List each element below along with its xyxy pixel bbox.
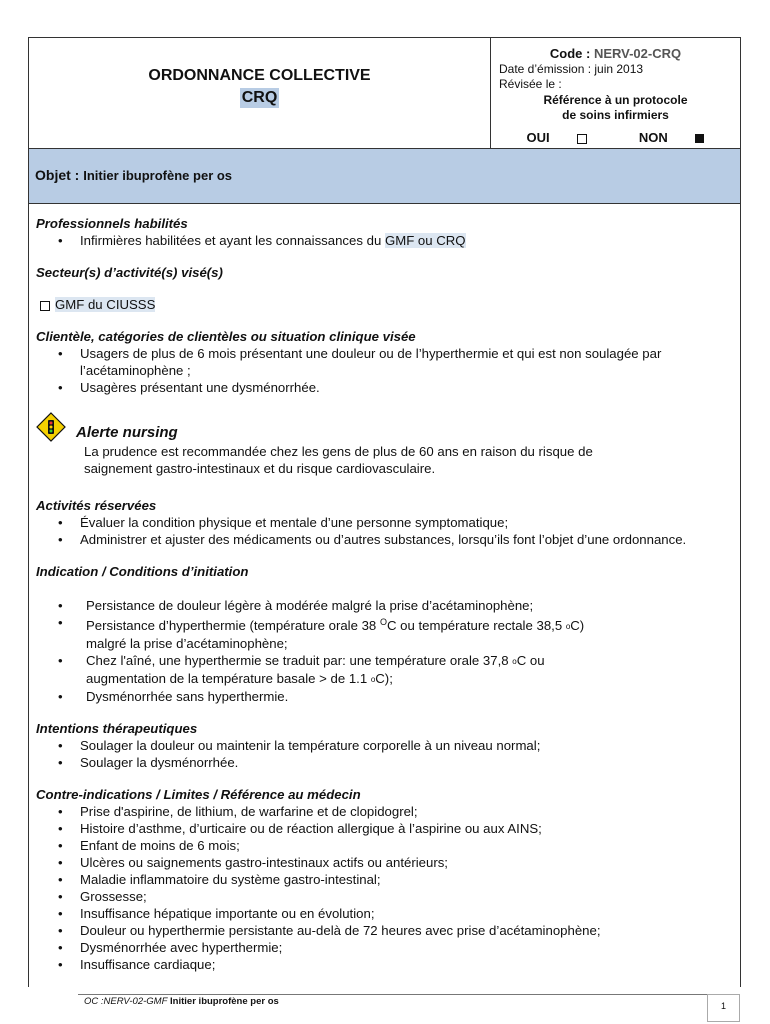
reference-protocole: [491, 93, 740, 123]
list-item-text: C): [570, 618, 585, 633]
list-item: • Usagères présentant une dysménorrhée.: [36, 379, 736, 396]
date-emission: Date d’émission : juin 2013: [499, 62, 644, 76]
oui-option: [515, 130, 600, 145]
list-item: • Administrer et ajuster des médicaments ou d’autres substances, lorsqu’ils font l’objet d’une ordonnance.: [36, 531, 736, 548]
alerte-title: Alerte nursing: [76, 424, 178, 441]
secteur-item-text: GMF du CIUSSS: [55, 297, 156, 312]
non-checkbox-filled: [695, 134, 704, 143]
oui-checkbox-empty: [577, 134, 587, 144]
header-title-cell: [29, 38, 491, 148]
section-clientele-title: Clientèle, catégories de clientèles ou situation clinique visée: [36, 329, 416, 344]
checkbox-empty: [40, 301, 50, 311]
section-secteur-title: Secteur(s) d’activité(s) visé(s): [36, 265, 223, 280]
list-item: • Histoire d’asthme, d’urticaire ou de réaction allergique à l’aspirine ou aux AINS;: [36, 820, 736, 837]
list-item-text: Infirmières habilitées et ayant les connaissances du: [80, 233, 385, 248]
contre-indications-list: [36, 803, 736, 973]
list-item: • Soulager la dysménorrhée.: [36, 754, 736, 771]
degree-mark: o: [370, 675, 376, 684]
alerte-line-1: La prudence est recommandée chez les gens de plus de 60 ans en raison du risque de: [84, 444, 593, 459]
degree-mark: O: [379, 617, 387, 627]
objet-label: Objet :: [35, 167, 80, 183]
list-item: • Persistance de douleur légère à modérée malgré la prise d’acétaminophène;: [36, 597, 736, 614]
code-label: Code :: [549, 46, 591, 61]
header-table: [29, 38, 740, 149]
page-title: [29, 66, 490, 108]
list-item-text: C ou: [516, 653, 545, 668]
oui-non-row: [491, 130, 740, 145]
list-item-text: Chez l'aîné, une hyperthermie se traduit par: une température orale 37,8: [86, 653, 513, 668]
reference-line-1: Référence à un protocole: [543, 93, 688, 107]
list-item: • Évaluer la condition physique et mentale d’une personne symptomatique;: [36, 514, 736, 531]
objet-banner: [29, 149, 740, 204]
degree-mark: o: [565, 622, 571, 631]
warning-sign-icon: [36, 412, 66, 442]
clientele-list: [36, 345, 736, 396]
dates: [499, 62, 643, 92]
list-item: • Insuffisance hépatique importante ou en évolution;: [36, 905, 736, 922]
date-revisee: Révisée le :: [499, 77, 562, 91]
non-label: NON: [638, 130, 668, 145]
indication-list: [36, 597, 736, 705]
list-item: • Enfant de moins de 6 mois;: [36, 837, 736, 854]
list-item: • Soulager la douleur ou maintenir la température corporelle à un niveau normal;: [36, 737, 736, 754]
objet-value: Initier ibuprofène per os: [83, 168, 233, 183]
section-intentions-title: Intentions thérapeutiques: [36, 721, 198, 736]
list-item: • Dysménorrhée avec hyperthermie;: [36, 939, 736, 956]
list-item: [36, 614, 736, 652]
document-body: [36, 215, 736, 973]
list-item-text: C ou température rectale 38,5: [386, 618, 566, 633]
list-item: • Grossesse;: [36, 888, 736, 905]
list-item-text: C);: [375, 671, 393, 686]
page-number: 1: [707, 994, 740, 1022]
list-item: [36, 652, 736, 688]
list-item: • Maladie inflammatoire du système gastro-intestinal;: [36, 871, 736, 888]
page-footer: [84, 996, 279, 1007]
intentions-list: [36, 737, 736, 771]
list-item: [36, 232, 736, 249]
highlight-gmf-crq: GMF ou CRQ: [384, 233, 466, 248]
section-indication-title: Indication / Conditions d’initiation: [36, 564, 249, 579]
list-item-text: l’acétaminophène ;: [80, 363, 191, 378]
list-item: [36, 345, 736, 379]
list-item-text: Persistance d’hyperthermie (température orale 38: [86, 618, 380, 633]
section-contre-indications-title: Contre-indications / Limites / Référence au médecin: [36, 787, 361, 802]
code-line: [491, 46, 740, 61]
list-item-text: malgré la prise d’acétaminophène;: [86, 636, 288, 651]
code-value: NERV-02-CRQ: [593, 46, 682, 61]
footer-title: Initier ibuprofène per os: [170, 996, 279, 1007]
non-option: [627, 130, 717, 145]
footer-code: OC :NERV-02-GMF: [84, 996, 168, 1007]
section-activites-title: Activités réservées: [36, 498, 157, 513]
list-item: • Douleur ou hyperthermie persistante au-delà de 72 heures avec prise d’acétaminophène;: [36, 922, 736, 939]
list-item: • Prise d'aspirine, de lithium, de warfarine et de clopidogrel;: [36, 803, 736, 820]
header-meta-cell: [491, 38, 740, 148]
degree-mark: o: [512, 657, 517, 666]
title-main: ORDONNANCE COLLECTIVE: [148, 67, 371, 84]
section-professionnels-title: Professionnels habilités: [36, 216, 188, 231]
alerte-text: [84, 443, 684, 477]
title-sub: CRQ: [241, 89, 278, 106]
oui-label: OUI: [526, 130, 550, 145]
activites-list: [36, 514, 736, 548]
list-item: • Ulcères ou saignements gastro-intestinaux actifs ou antérieurs;: [36, 854, 736, 871]
list-item-text: augmentation de la température basale > de 1.1: [86, 671, 371, 686]
list-item-text: Usagers de plus de 6 mois présentant une douleur ou de l’hyperthermie et qui est non soulagée par: [80, 346, 662, 361]
list-item: • Dysménorrhée sans hyperthermie.: [36, 688, 736, 705]
secteur-item: [36, 296, 736, 313]
professionnels-list: [36, 232, 736, 249]
list-item: • Insuffisance cardiaque;: [36, 956, 736, 973]
alerte-nursing: [36, 410, 736, 482]
reference-line-2: de soins infirmiers: [562, 108, 669, 122]
alerte-line-2: saignement gastro-intestinaux et du risque cardiovasculaire.: [84, 461, 436, 476]
footer-divider: [78, 994, 738, 995]
